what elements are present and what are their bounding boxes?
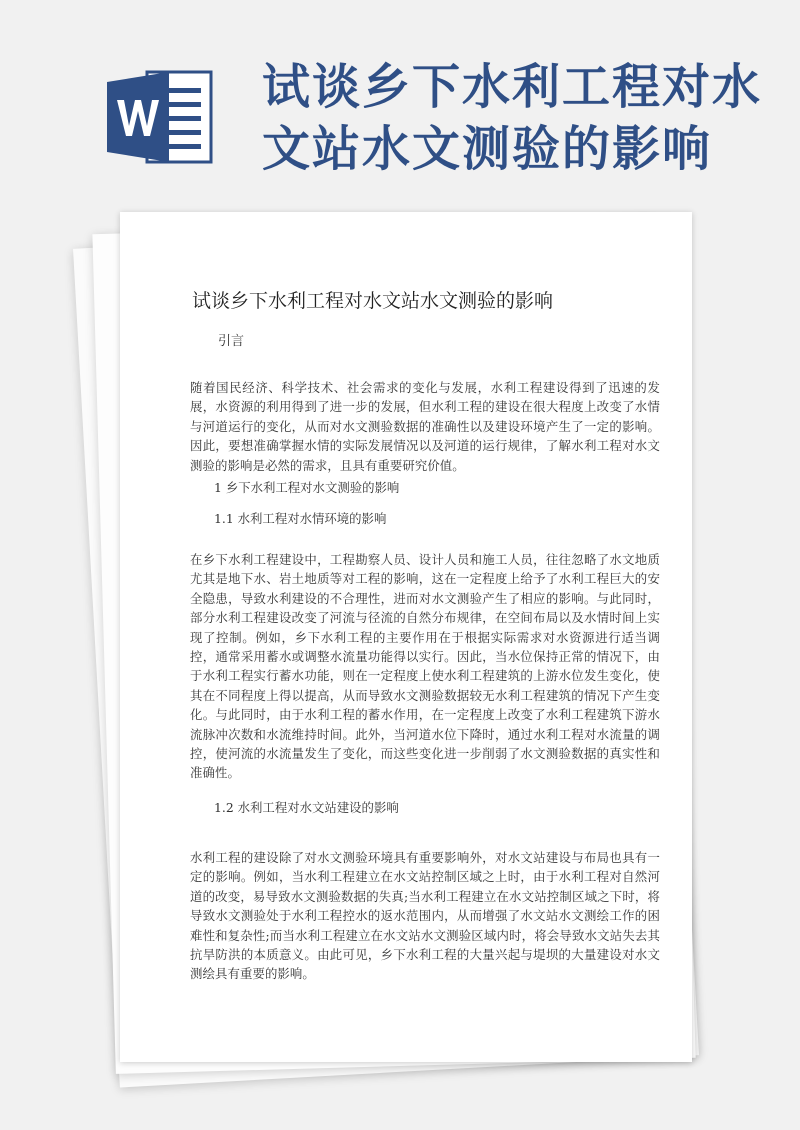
section-heading-1-2: 1.2 水利工程对水文站建设的影响 bbox=[214, 800, 399, 815]
section-heading-1-1: 1.1 水利工程对水情环境的影响 bbox=[214, 511, 387, 526]
paragraph-station-construction: 水利工程的建设除了对水文测验环境具有重要影响外，对水文站建设与布局也具有一定的影响。例如，当水利工程建立在水文站控制区域之上时，由于水利工程对自然河道的改变，易导致水文测验数据的失真;当水利工程建立在水文站控制区域之下时，将导致水文测验处于水利工程控水的返水范围内，从而增强了水文站水文测绘工作的困难性和复杂性;而当水利工程建立在水文站水文测验区域内时，将会导致水文站失去其抗旱防洪的本质意义。由此可见，乡下水利工程的大量兴起与堤坝的大量建设对水文测绘具有重要的影响。 bbox=[190, 850, 660, 982]
headline-line-1: 试谈乡下水利工程对水 bbox=[262, 59, 763, 115]
paragraph-water-environment: 在乡下水利工程建设中，工程勘察人员、设计人员和施工人员，往往忽略了水文地质尤其是地下水、岩土地质等对工程的影响，这在一定程度上给予了水利工程巨大的安全隐患，导致水利建设的不合理性，进而对水文测验产生了相应的影响。与此同时，部分水利工程建设改变了河流与径流的自然分布规律，在空间布局以及水情时间上实现了控制。例如，乡下水利工程的主要作用在于根据实际需求对水资源进行适当调控，通常采用蓄水或调整水流量功能得以实行。因此，当水位保持正常的情况下，由于水利工程实行蓄水功能，则在一定程度上使水利工程建筑的上游水位发生变化，使其在不同程度上得以提高，从而导致水文测验数据较无水利工程建筑的情况下产生变化。与此同时，由于水利工程的蓄水作用，在一定程度上改变了水利工程建筑下游水流脉冲次数和水流维持时间。此外，当河道水位下降时，通过水利工程对水流量的调控，使河流的水流量发生了变化，而这些变化进一步削弱了水文测验数据的真实性和准确性。 bbox=[190, 552, 660, 781]
word-document-icon bbox=[107, 68, 217, 166]
document-title: 试谈乡下水利工程对水文站水文测验的影响 bbox=[192, 290, 554, 312]
section-heading-1: 1 乡下水利工程对水文测验的影响 bbox=[214, 480, 400, 495]
header bbox=[0, 0, 800, 200]
paragraph-intro: 随着国民经济、科学技术、社会需求的变化与发展，水利工程建设得到了迅速的发展，水资源的利用得到了进一步的发展，但水利工程的建设在很大程度上改变了水情与河道运行的变化，从而对水文测验数据的准确性以及建设环境产生了一定的影响。因此，要想准确掌握水情的实际发展情况以及河道的运行规律，了解水利工程对水文测验的影响是必然的需求，且具有重要研究价值。 bbox=[190, 380, 660, 473]
headline-line-2: 文站水文测验的影响 bbox=[262, 121, 713, 177]
page-headline bbox=[262, 56, 782, 180]
document-page bbox=[120, 212, 692, 1062]
intro-label: 引言 bbox=[218, 334, 245, 349]
